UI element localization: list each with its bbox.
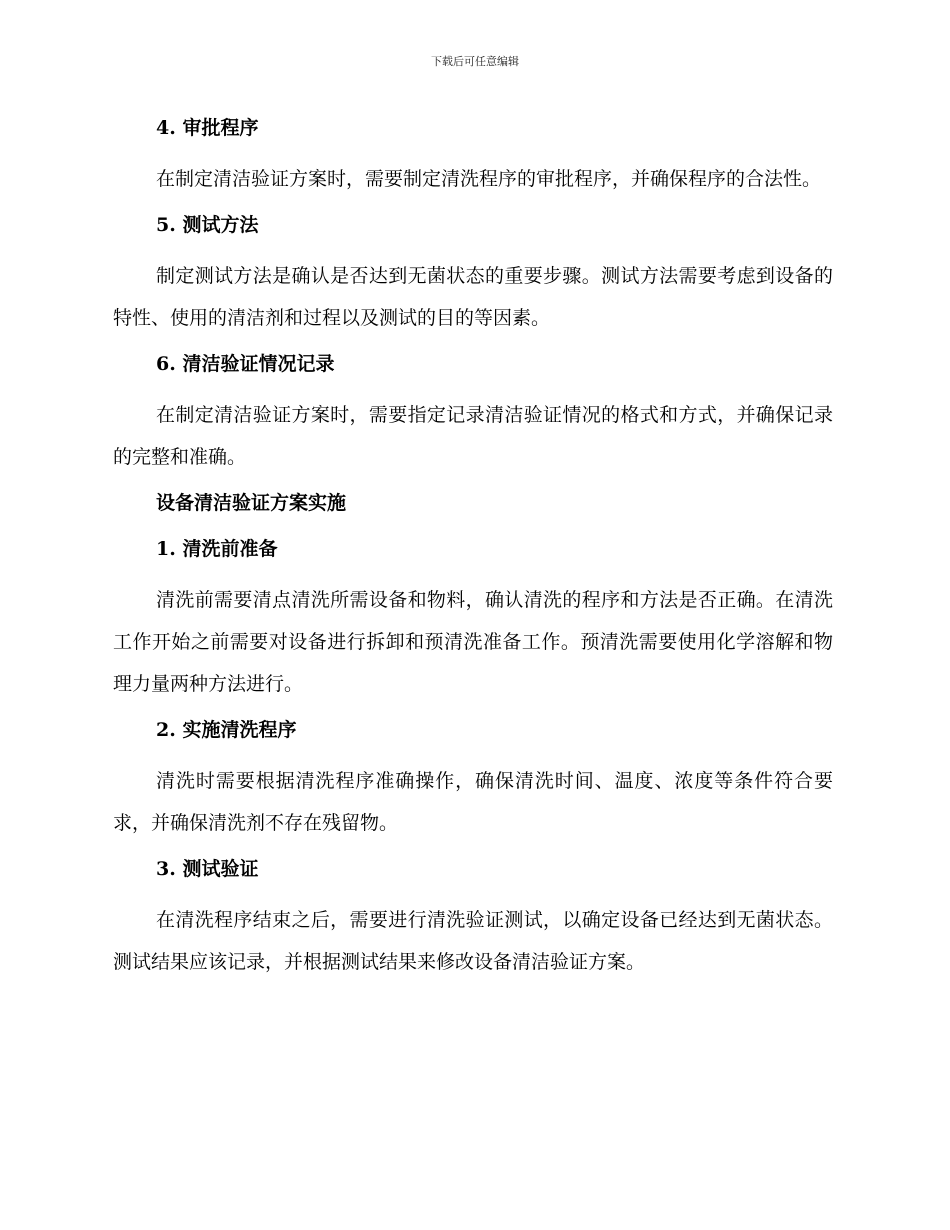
section-heading-cleaning-procedure: 2. 实施清洗程序 — [156, 719, 297, 741]
section-heading-test-verification: 3. 测试验证 — [156, 858, 259, 880]
section-heading-approval: 4. 审批程序 — [156, 117, 259, 139]
page-header: 下载后可任意编辑 — [431, 55, 519, 68]
paragraph-pre-cleaning: 清洗前需要清点清洗所需设备和物料，确认清洗的程序和方法是否正确。在清洗工作开始之前需要对设备进行拆卸和预清洗准备工作。预清洗需要使用化学溶解和物理力量两种方法进行。 — [113, 589, 833, 695]
paragraph-record: 在制定清洁验证方案时，需要指定记录清洁验证情况的格式和方式，并确保记录的完整和准确。 — [113, 404, 833, 468]
section-heading-test-method: 5. 测试方法 — [156, 214, 259, 236]
paragraph-cleaning-procedure: 清洗时需要根据清洗程序准确操作，确保清洗时间、温度、浓度等条件符合要求，并确保清洗剂不存在残留物。 — [113, 770, 833, 834]
paragraph-test-method: 制定测试方法是确认是否达到无菌状态的重要步骤。测试方法需要考虑到设备的特性、使用的清洁剂和过程以及测试的目的等因素。 — [113, 265, 833, 329]
section-heading-pre-cleaning: 1. 清洗前准备 — [156, 538, 278, 560]
section-heading-record: 6. 清洁验证情况记录 — [156, 353, 335, 375]
document-body — [113, 112, 833, 983]
section-heading-implementation: 设备清洁验证方案实施 — [156, 492, 347, 514]
paragraph-approval: 在制定清洁验证方案时，需要制定清洗程序的审批程序，并确保程序的合法性。 — [156, 168, 822, 190]
paragraph-test-verification: 在清洗程序结束之后，需要进行清洗验证测试，以确定设备已经达到无菌状态。测试结果应该记录，并根据测试结果来修改设备清洁验证方案。 — [113, 909, 833, 973]
